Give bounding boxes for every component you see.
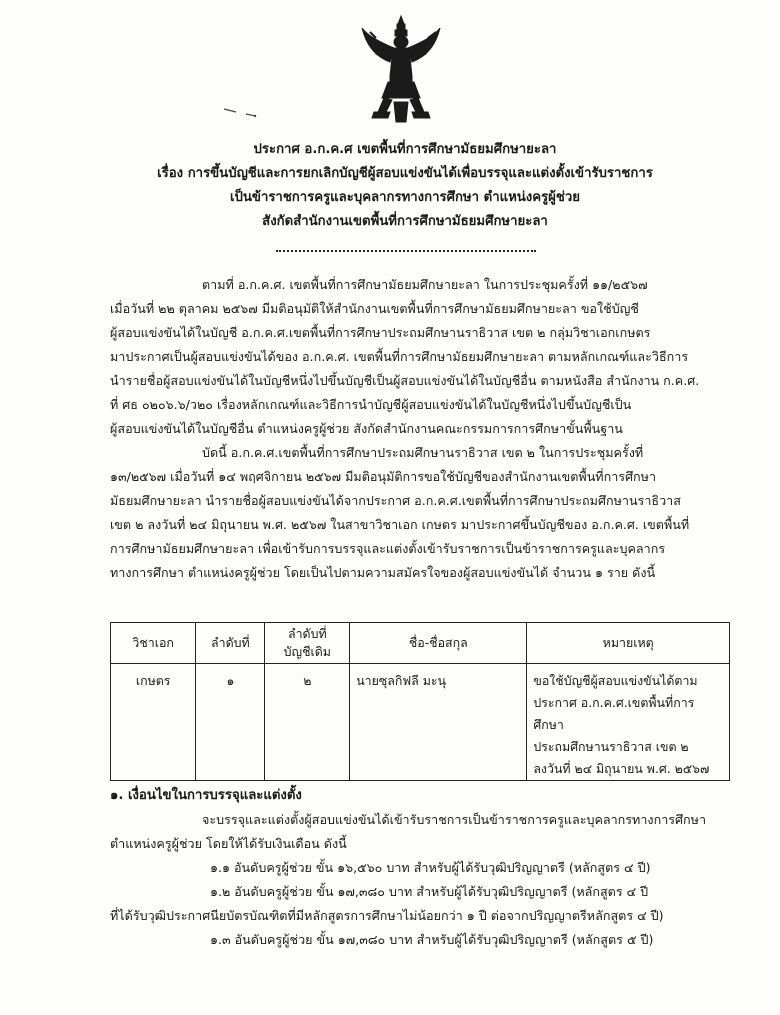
paragraph-2-line: ทางการศึกษา ตำแหน่งครูผู้ช่วย โดยเป็นไปตามความสมัครใจของผู้สอบแข่งขันได้ จำนวน ๑ ราย ดังนี้ [110,565,656,580]
announcement-header [110,138,700,234]
section-1-body [110,808,730,952]
table-header-row [111,623,730,664]
paragraph-1-line: ผู้สอบแข่งขันได้ในบัญชีอื่น ตำแหน่งครูผู้ช่วย สังกัดสำนักงานคณะกรรมการการศึกษาขั้นพื้นฐาน [110,421,623,436]
col-header-subject: วิชาเอก [111,623,196,664]
col-header-rank: ลำดับที่ [196,623,265,664]
announcement-body [110,273,730,585]
paragraph-1-line: ที่ ศธ ๐๒๐๖.๖/ว๒๐ เรื่องหลักเกณฑ์และวิธีการนำบัญชีผู้สอบแข่งขันได้ในบัญชีหนึ่งไปขึ้นบัญชีเป็น [110,397,632,412]
dotted-divider [276,250,536,252]
paragraph-1-line: ตามที่ อ.ก.ค.ศ. เขตพื้นที่การศึกษามัธยมศึกษายะลา ในการประชุมครั้งที่ ๑๑/๒๕๖๗ [202,277,648,292]
paragraph-1-line: ผู้สอบแข่งขันได้ในบัญชี อ.ก.ค.ศ.เขตพื้นที่การศึกษาประถมศึกษานราธิวาส เขต ๒ กลุ่มวิชาเอกเกษตร [110,325,651,340]
header-line-1: ประกาศ อ.ก.ค.ศ เขตพื้นที่การศึกษามัธยมศึกษายะลา [253,142,557,157]
header-line-4: สังกัดสำนักงานเขตพื้นที่การศึกษามัธยมศึกษายะลา [262,214,548,229]
col-header-original-rank: ลำดับที่ บัญชีเดิม [265,623,350,664]
scan-mark [222,104,262,118]
table-row [111,664,730,781]
paragraph-2-line: เขต ๒ ลงวันที่ ๒๔ มิถุนายน พ.ศ. ๒๕๖๗ ในสาขาวิชาเอก เกษตร มาประกาศขึ้นบัญชีของ อ.ก.ค.ศ. เขตพื้นที่ [110,517,690,532]
salary-item-2: ๑.๒ อันดับครูผู้ช่วย ขั้น ๑๗,๓๘๐ บาท สำหรับผู้ได้รับวุฒิปริญญาตรี (หลักสูตร ๔ ปี [210,884,649,899]
paragraph-1-line: เมื่อวันที่ ๒๒ ตุลาคม ๒๕๖๗ มีมติอนุมัติให้สำนักงานเขตพื้นที่การศึกษามัธยมศึกษายะลา ขอใช้บัญชี [110,301,639,316]
section-1-intro: จะบรรจุและแต่งตั้งผู้สอบแข่งขันได้เข้ารับราชการเป็นข้าราชการครูและบุคลากรทางการศึกษา [202,812,707,827]
col-header-name: ชื่อ-ชื่อสกุล [350,623,527,664]
cell-name: นายซุลกิฟลี มะนุ [350,664,527,781]
paragraph-2-line: ๑๓/๒๕๖๗ เมื่อวันที่ ๑๔ พฤศจิกายน ๒๕๖๗ มีมติอนุมัติการขอใช้บัญชีของสำนักงานเขตพื้นที่การศึกษา [110,469,657,484]
section-1-intro: ตำแหน่งครูผู้ช่วย โดยให้ได้รับเงินเดือน ดังนี้ [110,836,347,851]
salary-item-3: ๑.๓ อันดับครูผู้ช่วย ขั้น ๑๗,๓๘๐ บาท สำหรับผู้ได้รับวุฒิปริญญาตรี (หลักสูตร ๕ ปี) [210,932,654,947]
salary-item-2-continued: ที่ได้รับวุฒิประกาศนียบัตรบัณฑิตที่มีหลักสูตรการศึกษาไม่น้อยกว่า ๑ ปี ต่อจากปริญญาตรีหลักสูตร ๔ ปี) [110,908,664,923]
cell-original-rank: ๒ [265,664,350,781]
section-1-title: ๑. เงื่อนไขในการบรรจุและแต่งตั้ง [110,788,302,803]
paragraph-2-line: การศึกษามัธยมศึกษายะลา เพื่อเข้ารับการบรรจุและแต่งตั้งเข้ารับราชการเป็นข้าราชการครูและบุคลากร [110,541,666,556]
candidate-table [110,622,730,781]
header-line-3: เป็นข้าราชการครูและบุคลากรทางการศึกษา ตำแหน่งครูผู้ช่วย [230,190,580,205]
paragraph-2-line: บัดนี้ อ.ก.ค.ศ.เขตพื้นที่การศึกษาประถมศึกษานราธิวาส เขต ๒ ในการประชุมครั้งที่ [202,445,644,460]
cell-rank: ๑ [196,664,265,781]
paragraph-2-line: มัธยมศึกษายะลา นำรายชื่อผู้สอบแข่งขันได้จากประกาศ อ.ก.ค.ศ.เขตพื้นที่การศึกษาประถมศึกษานราธิวาส [110,493,681,508]
garuda-emblem-icon [360,14,442,126]
paragraph-1-line: นำรายชื่อผู้สอบแข่งขันได้ในบัญชีหนึ่งไปขึ้นบัญชีเป็นผู้สอบแข่งขันได้ในบัญชีอื่น ตามหนังสือ สำนักงาน ก.ค.ศ. [110,373,700,388]
paragraph-1-line: มาประกาศเป็นผู้สอบแข่งขันได้ของ อ.ก.ค.ศ. เขตพื้นที่การศึกษามัธยมศึกษายะลา ตามหลักเกณฑ์และวิธีการ [110,349,689,364]
header-line-2: เรื่อง การขึ้นบัญชีและการยกเลิกบัญชีผู้สอบแข่งขันได้เพื่อบรรจุและแต่งตั้งเข้ารับราชการ [157,166,653,181]
cell-note: ขอใช้บัญชีผู้สอบแข่งขันได้ตาม ประกาศ อ.ก.ค.ศ.เขตพื้นที่การศึกษา ประถมศึกษานราธิวาส เขต ๒ ลงวันที่ ๒๔ มิถุนายน พ.ศ. ๒๕๖๗ [527,664,730,781]
salary-item-1: ๑.๑ อันดับครูผู้ช่วย ขั้น ๑๖,๕๖๐ บาท สำหรับผู้ได้รับวุฒิปริญญาตรี (หลักสูตร ๔ ปี) [210,860,651,875]
cell-subject: เกษตร [111,664,196,781]
col-header-note: หมายเหตุ [527,623,730,664]
